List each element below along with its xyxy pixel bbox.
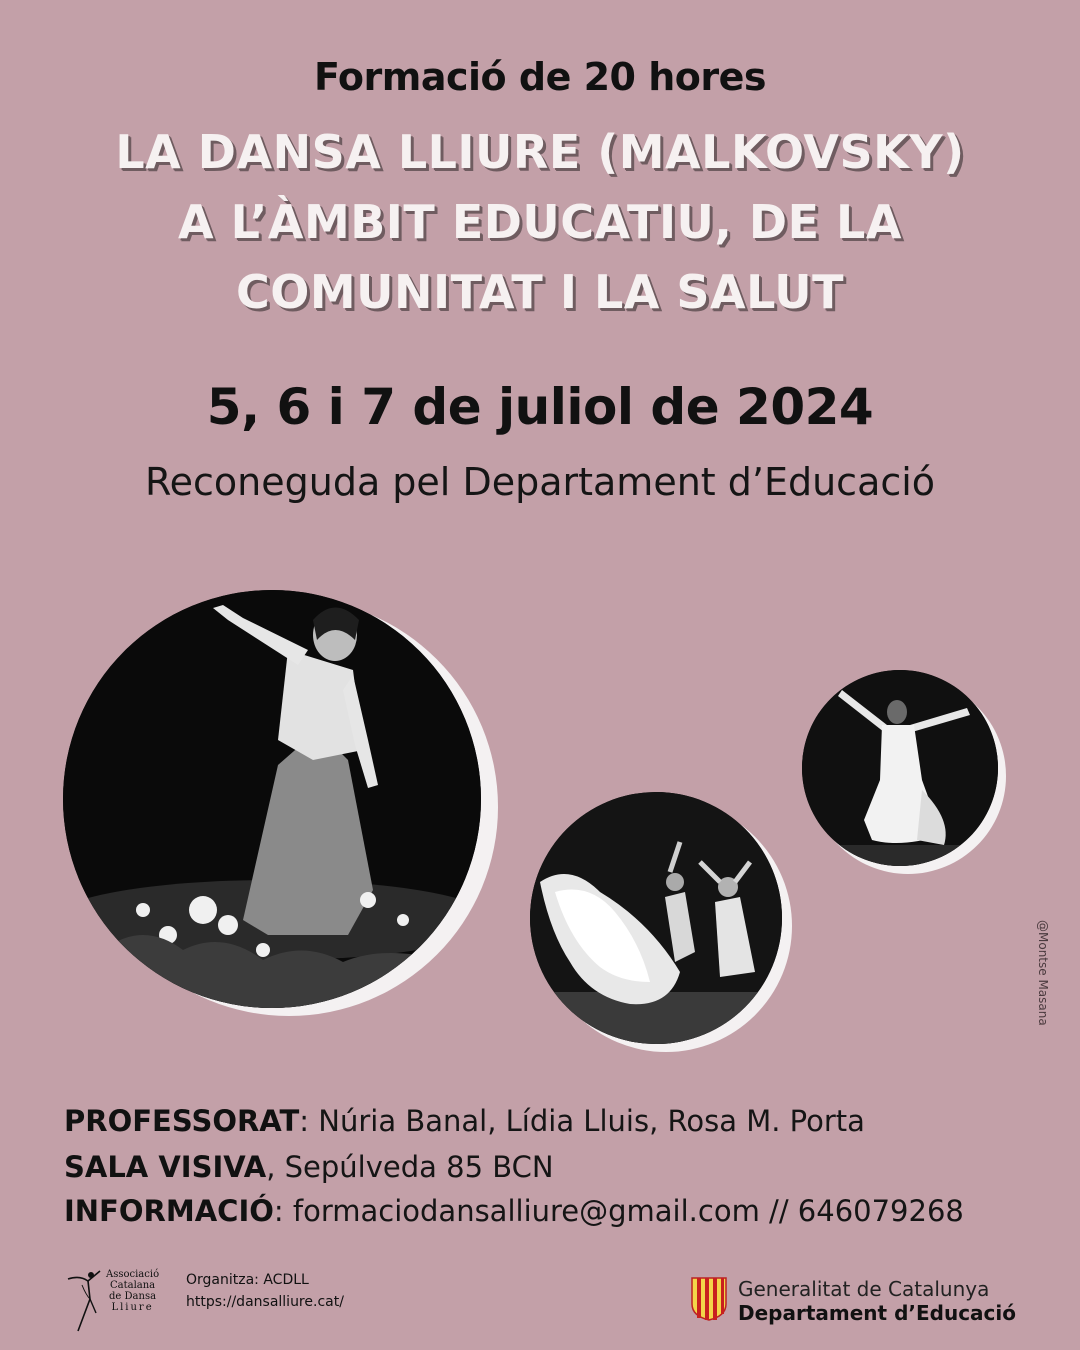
recognition-text: Reconeguda pel Departament d’Educació [144,460,936,504]
teachers-value: : Núria Banal, Lídia Lluis, Rosa M. Porta [299,1104,865,1138]
course-subtitle: Formació de 20 hores [314,55,766,99]
venue-value: , Sepúlveda 85 BCN [266,1150,554,1184]
course-dates: 5, 6 i 7 de juliol de 2024 [206,378,874,436]
logo-line-2: Catalana [109,1280,156,1291]
logo-line-3: de Dansa [109,1291,157,1302]
photo-credit: @Montse Masana [1036,920,1050,1026]
course-title-line-3: COMUNITAT I LA SALUT [235,265,845,319]
dancer-photo-small [802,670,998,866]
generalitat-name: Generalitat de Catalunya [738,1277,990,1301]
acdll-logo [64,1265,174,1335]
dancer-photo-middle [530,792,782,1044]
dancer-logo-icon [64,1265,108,1335]
teachers-label: PROFESSORAT [64,1104,300,1138]
contact-value[interactable]: : formaciodansalliure@gmail.com // 646079268 [273,1194,964,1228]
venue-line [64,1150,554,1184]
logo-line-1: Associació [106,1269,160,1280]
acdll-logo-text [106,1269,159,1313]
venue-label: SALA VISIVA [64,1150,267,1184]
logo-line-4: Lliure [111,1302,154,1313]
contact-label: INFORMACIÓ [64,1194,274,1228]
course-title-line-1: LA DANSA LLIURE (MALKOVSKY) [115,125,965,179]
teachers-line [64,1104,865,1138]
education-department: Departament d’Educació [738,1301,1016,1325]
organizer-text: Organitza: ACDLL [186,1272,309,1288]
website-link[interactable]: https://dansalliure.cat/ [186,1294,344,1310]
contact-line [64,1194,964,1228]
course-title-line-2: A L’ÀMBIT EDUCATIU, DE LA [178,195,902,249]
generalitat-emblem-icon [690,1276,728,1322]
dancer-photo-large [63,590,481,1008]
